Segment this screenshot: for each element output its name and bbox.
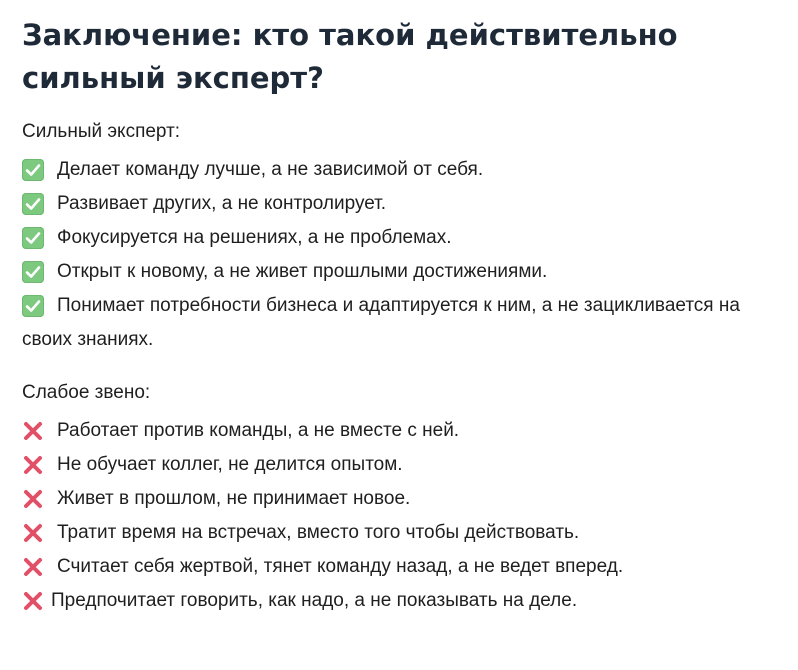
list-item-text: Делает команду лучше, а не зависимой от себя. <box>57 159 484 180</box>
list-item <box>22 226 782 250</box>
weak-link-list <box>22 419 782 613</box>
list-item <box>22 453 782 477</box>
list-item <box>22 289 782 357</box>
list-item <box>22 419 782 443</box>
check-mark-button-icon <box>22 295 44 317</box>
cross-mark-icon <box>22 454 44 476</box>
cross-mark-icon <box>22 420 44 442</box>
strong-expert-list <box>22 158 782 357</box>
check-mark-button-icon <box>22 193 44 215</box>
list-item-text: Считает себя жертвой, тянет команду назад, а не ведет вперед. <box>57 556 624 577</box>
list-item <box>22 192 782 216</box>
list-item-text: Развивает других, а не контролирует. <box>57 193 387 214</box>
list-item <box>22 589 782 613</box>
list-item <box>22 158 782 182</box>
check-mark-button-icon <box>22 227 44 249</box>
strong-expert-label: Сильный эксперт: <box>22 121 181 142</box>
check-mark-button-icon <box>22 261 44 283</box>
list-item-text: Работает против команды, а не вместе с ней. <box>57 420 460 441</box>
list-item <box>22 487 782 511</box>
list-item <box>22 260 782 284</box>
article <box>22 14 782 623</box>
list-item <box>22 521 782 545</box>
cross-mark-icon <box>22 488 44 510</box>
cross-mark-icon <box>22 556 44 578</box>
cross-mark-icon <box>22 522 44 544</box>
list-item-text: Фокусируется на решениях, а не проблемах. <box>57 227 452 248</box>
check-mark-button-icon <box>22 159 44 181</box>
list-item <box>22 555 782 579</box>
list-item-text: Понимает потребности бизнеса и адаптируется к ним, а не зацикливается на своих знаниях. <box>22 295 740 350</box>
list-item-text: Открыт к новому, а не живет прошлыми достижениями. <box>57 261 548 282</box>
list-item-text: Тратит время на встречах, вместо того чтобы действовать. <box>57 522 580 543</box>
weak-link-label: Слабое звено: <box>22 382 151 403</box>
page-title: Заключение: кто такой действительно сильный эксперт? <box>22 18 678 95</box>
list-item-text: Не обучает коллег, не делится опытом. <box>57 454 403 475</box>
list-item-text: Живет в прошлом, не принимает новое. <box>57 488 411 509</box>
cross-mark-icon <box>22 590 44 612</box>
list-item-text: Предпочитает говорить, как надо, а не показывать на деле. <box>51 590 578 611</box>
